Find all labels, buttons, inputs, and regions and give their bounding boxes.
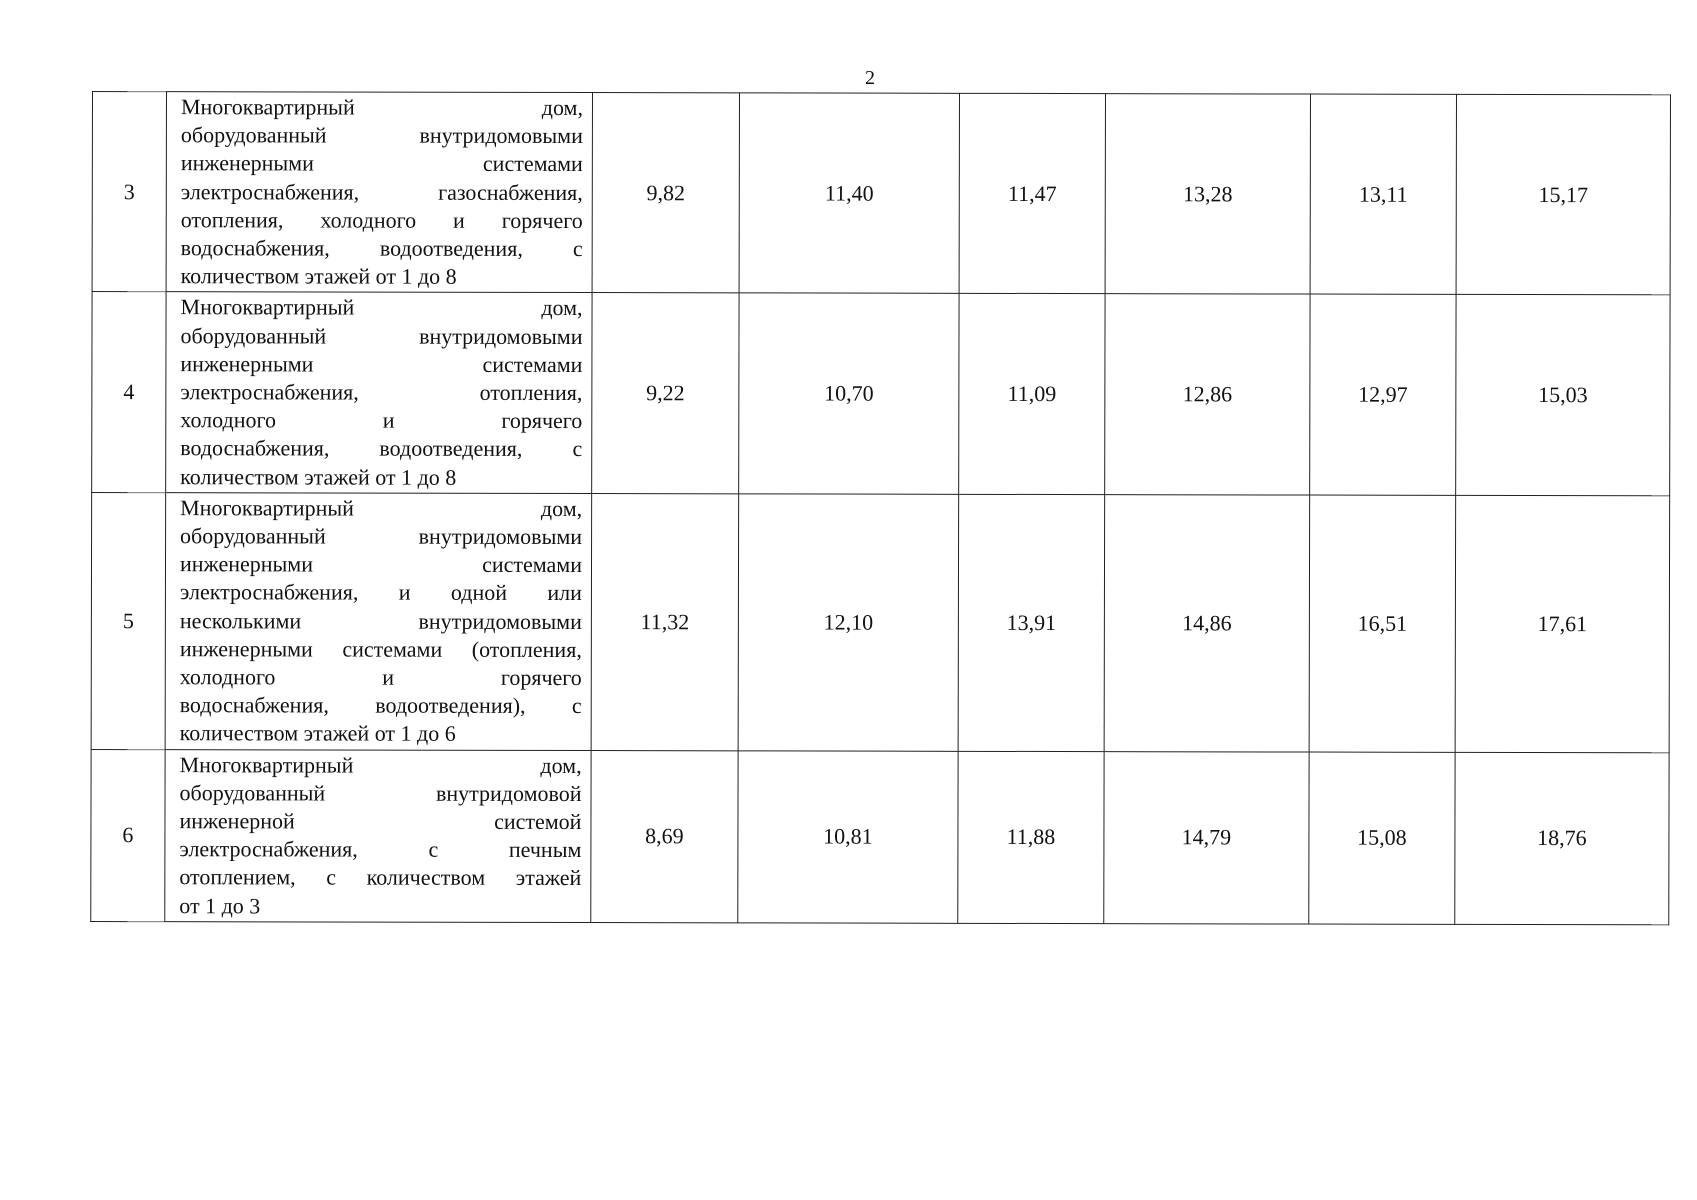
value-cell-5: 16,51 — [1309, 495, 1456, 752]
value-cell-4: 13,28 — [1105, 94, 1310, 295]
value-cell-4: 14,79 — [1104, 751, 1309, 924]
description-cell — [165, 492, 592, 750]
description-line: количеством этажей от 1 до 6 — [179, 720, 456, 747]
row-number-cell: 6 — [91, 749, 165, 921]
value-cell-2: 12,10 — [738, 494, 959, 751]
description-line: инженерной системой — [179, 808, 582, 835]
value-cell-2: 10,81 — [738, 751, 958, 924]
description-line: отоплением, с количеством этажей — [179, 864, 582, 891]
description-line: количеством этажей от 1 до 8 — [180, 463, 457, 490]
description-line: электроснабжения, с печным — [179, 836, 582, 863]
description-line: водоснабжения, водоотведения), с — [179, 692, 582, 719]
description-line: отопления, холодного и горячего — [180, 206, 583, 233]
description-cell — [166, 92, 592, 293]
description-line: водоснабжения, водоотведения, с — [180, 235, 583, 262]
description-line: количеством этажей от 1 до 8 — [180, 263, 457, 289]
description-line: от 1 до 3 — [179, 892, 261, 919]
value-cell-6: 15,17 — [1456, 94, 1670, 295]
value-cell-6: 17,61 — [1455, 495, 1670, 752]
value-cell-1: 9,82 — [592, 93, 739, 294]
description-line: оборудованный внутридомовыми — [180, 523, 583, 550]
value-cell-5: 13,11 — [1310, 94, 1456, 295]
value-cell-6: 18,76 — [1455, 752, 1669, 925]
row-number-cell: 5 — [91, 492, 166, 749]
description-line: электроснабжения, газоснабжения, — [180, 178, 583, 205]
value-cell-6: 15,03 — [1456, 295, 1670, 496]
value-cell-5: 12,97 — [1310, 294, 1456, 495]
value-cell-1: 8,69 — [591, 750, 738, 923]
description-line: инженерными системами (отопления, — [179, 636, 582, 662]
value-cell-3: 11,88 — [958, 751, 1104, 924]
value-cell-2: 11,40 — [739, 93, 959, 294]
description-line: Многоквартирный дом, — [180, 495, 583, 521]
description-line: оборудованный внутридомовой — [179, 780, 582, 806]
description-line: водоснабжения, водоотведения, с — [180, 435, 583, 462]
description-cell — [166, 292, 592, 493]
description-line: Многоквартирный дом, — [180, 94, 583, 121]
page-number: 2 — [865, 67, 875, 89]
table-row — [92, 292, 1670, 496]
value-cell-4: 14,86 — [1104, 494, 1310, 751]
description-line: электроснабжения, и одной или — [179, 579, 582, 606]
description-line: оборудованный внутридомовыми — [180, 322, 583, 349]
description-line: холодного и горячего — [179, 664, 582, 691]
description-line: Многоквартирный дом, — [179, 751, 582, 778]
value-cell-3: 11,47 — [959, 93, 1105, 294]
value-cell-1: 11,32 — [591, 493, 739, 750]
table-row — [92, 92, 1670, 296]
description-line: инженерными системами — [180, 150, 583, 177]
value-cell-4: 12,86 — [1105, 294, 1310, 495]
value-cell-3: 13,91 — [958, 494, 1105, 751]
table-row — [91, 492, 1670, 752]
tariff-table — [90, 91, 1671, 925]
table-body — [91, 92, 1671, 925]
value-cell-5: 15,08 — [1309, 752, 1455, 925]
description-cell — [165, 749, 591, 922]
description-line: электроснабжения, отопления, — [180, 379, 583, 406]
description-line: инженерными системами — [179, 551, 583, 578]
description-line: несколькими внутридомовыми — [179, 607, 582, 634]
description-line: инженерными системами — [180, 351, 583, 377]
description-line: оборудованный внутридомовыми — [180, 122, 583, 149]
description-line: Многоквартирный дом, — [180, 294, 583, 321]
value-cell-3: 11,09 — [959, 294, 1105, 495]
row-number-cell: 4 — [92, 292, 166, 493]
description-line: холодного и горячего — [180, 407, 583, 434]
table-row — [91, 749, 1669, 925]
value-cell-2: 10,70 — [739, 293, 959, 494]
value-cell-1: 9,22 — [592, 293, 739, 494]
row-number-cell: 3 — [92, 92, 166, 293]
